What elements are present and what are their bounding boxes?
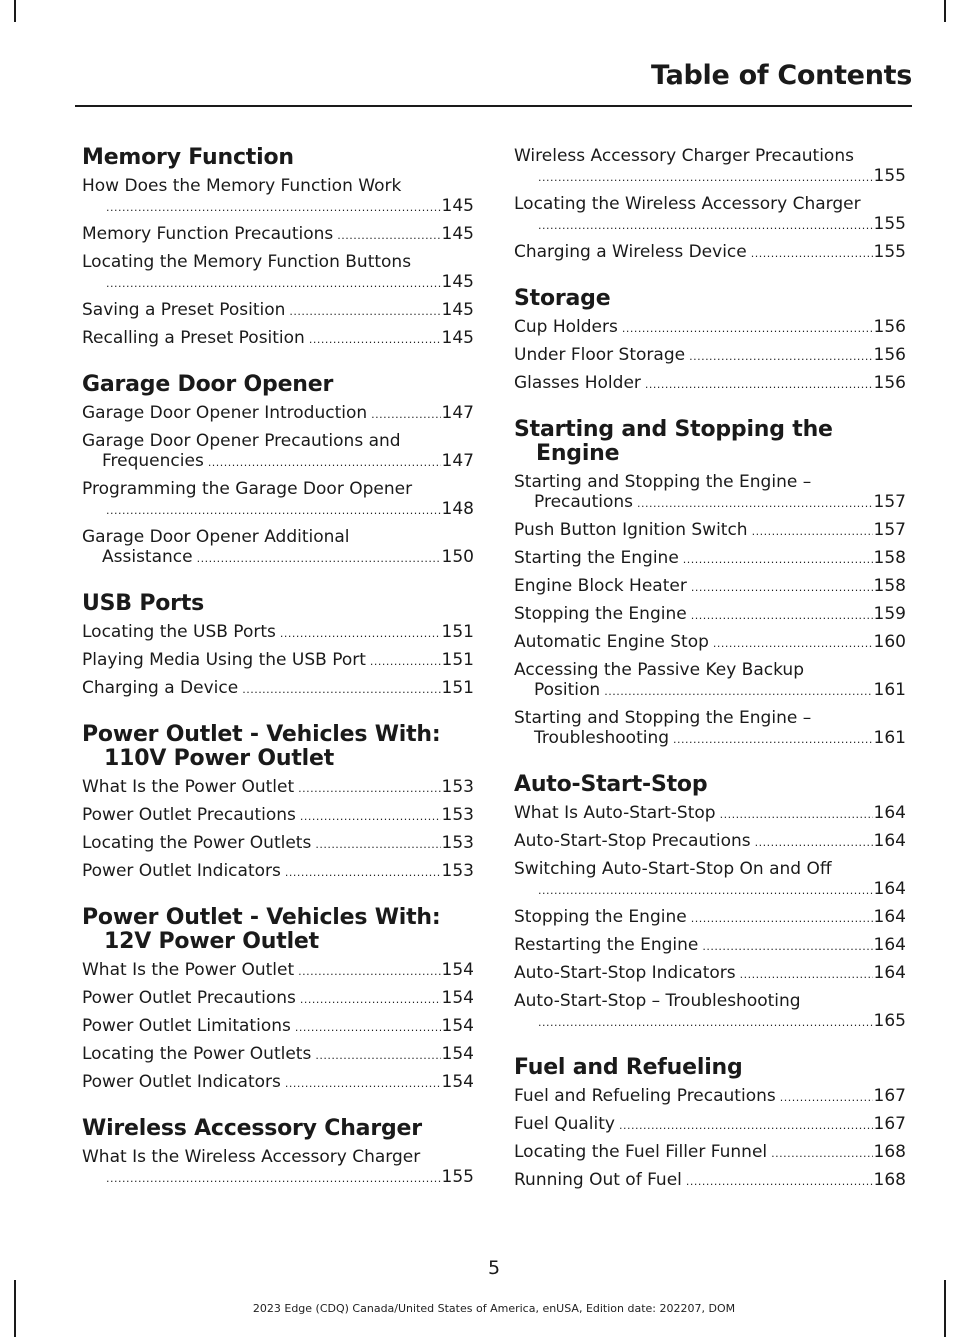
- dot-leader: [619, 1116, 873, 1136]
- toc-entry-line: [514, 1114, 906, 1136]
- toc-entry-line: [514, 242, 906, 264]
- toc-entry-label: Locating the Wireless Accessory Charger: [514, 194, 861, 214]
- toc-entry-auto-start-stop-troubleshooting[interactable]: [514, 991, 906, 1033]
- section-heading-auto-start-stop: Auto-Start-Stop: [514, 772, 708, 797]
- toc-entry-continuation: [82, 547, 474, 569]
- toc-entry-power-outlet-precautions[interactable]: [82, 805, 474, 827]
- toc-entry-line: [514, 548, 906, 570]
- toc-entry-label-continued: Troubleshooting: [534, 728, 670, 748]
- section-heading-power-outlet-vehicles-with-12v-power-outlet: Power Outlet - Vehicles With: 12V Power Outlet: [82, 905, 441, 954]
- toc-page-number: 156: [873, 373, 906, 393]
- dot-leader: [337, 226, 440, 246]
- toc-page-number: 153: [441, 805, 474, 825]
- toc-entry-line: [82, 678, 474, 700]
- toc-entry-line: [514, 576, 906, 598]
- toc-entry-auto-start-stop-precautions[interactable]: [514, 831, 906, 853]
- page-title: Table of Contents: [650, 60, 912, 91]
- toc-page-number: 164: [873, 831, 906, 851]
- toc-page-number: 164: [873, 963, 906, 983]
- section-heading-usb-ports: USB Ports: [82, 591, 205, 616]
- dot-leader: [740, 965, 873, 985]
- toc-entry-label: Under Floor Storage: [514, 345, 686, 365]
- toc-entry-what-is-the-power-outlet[interactable]: [82, 960, 474, 982]
- dot-leader: [691, 578, 873, 598]
- toc-entry-label: Starting the Engine: [514, 548, 679, 568]
- toc-page-number: 159: [873, 604, 906, 624]
- toc-section: [514, 146, 906, 264]
- toc-entry-label: Auto-Start-Stop – Troubleshooting: [514, 991, 801, 1011]
- header-divider: [75, 105, 912, 107]
- toc-entry-locating-the-wireless-accessory-charger[interactable]: [514, 194, 906, 236]
- toc-entry-continuation: [82, 499, 474, 521]
- toc-entry-continuation: [514, 492, 906, 514]
- toc-entry-line: [514, 1086, 906, 1108]
- toc-entry-recalling-a-preset-position[interactable]: [82, 328, 474, 350]
- toc-section: [514, 773, 906, 1033]
- dot-leader: [752, 522, 873, 542]
- dot-leader: [315, 835, 440, 855]
- toc-entry-label: Garage Door Opener Additional: [82, 527, 350, 547]
- toc-entry-power-outlet-limitations[interactable]: [82, 1016, 474, 1038]
- toc-page-number: 154: [441, 1072, 474, 1092]
- toc-page-number: 147: [441, 451, 474, 471]
- section-heading-storage: Storage: [514, 286, 611, 311]
- toc-entry-line: [514, 963, 906, 985]
- toc-entry-line: [82, 328, 474, 350]
- dot-leader: [538, 881, 873, 901]
- toc-page-number: 158: [873, 548, 906, 568]
- toc-page-number: 155: [873, 166, 906, 186]
- dot-leader: [538, 168, 873, 188]
- toc-entry-locating-the-usb-ports[interactable]: [82, 622, 474, 644]
- toc-page-number: 145: [441, 224, 474, 244]
- toc-entry-label: What Is the Wireless Accessory Charger: [82, 1147, 421, 1167]
- toc-entry-continuation: [514, 214, 906, 236]
- dot-leader: [713, 634, 873, 654]
- toc-entry-garage-door-opener-precautions-and[interactable]: [82, 431, 474, 473]
- dot-leader: [702, 937, 872, 957]
- toc-entry-label: What Is Auto-Start-Stop: [514, 803, 716, 823]
- toc-page-number: 157: [873, 520, 906, 540]
- toc-entry-line: [514, 1170, 906, 1192]
- toc-entry-charging-a-wireless-device[interactable]: [514, 242, 906, 264]
- toc-entry-what-is-auto-start-stop[interactable]: [514, 803, 906, 825]
- toc-entry-line: [82, 1044, 474, 1066]
- toc-entry-label: Fuel and Refueling Precautions: [514, 1086, 776, 1106]
- toc-entry-locating-the-memory-function-buttons[interactable]: [82, 252, 474, 294]
- toc-page-number: 147: [441, 403, 474, 423]
- toc-entry-garage-door-opener-additional[interactable]: [82, 527, 474, 569]
- toc-section: [82, 1117, 474, 1189]
- dot-leader: [106, 501, 441, 521]
- toc-entry-label-continued: Precautions: [534, 492, 633, 512]
- toc-page-number: 167: [873, 1086, 906, 1106]
- toc-page-number: 155: [873, 242, 906, 262]
- dot-leader: [691, 606, 873, 626]
- section-heading-starting-and-stopping-the-engine: Starting and Stopping the Engine: [514, 417, 833, 466]
- toc-entry-label: Cup Holders: [514, 317, 618, 337]
- toc-entry-auto-start-stop-indicators[interactable]: [514, 963, 906, 985]
- dot-leader: [300, 807, 441, 827]
- toc-entry-restarting-the-engine[interactable]: [514, 935, 906, 957]
- toc-page-number: 164: [873, 907, 906, 927]
- toc-entry-locating-the-power-outlets[interactable]: [82, 1044, 474, 1066]
- dot-leader: [106, 1169, 441, 1189]
- toc-entry-line: [514, 935, 906, 957]
- toc-entry-label: How Does the Memory Function Work: [82, 176, 402, 196]
- toc-entry-label: Starting and Stopping the Engine –: [514, 472, 812, 492]
- toc-entry-label: Push Button Ignition Switch: [514, 520, 748, 540]
- toc-page-number: 168: [873, 1142, 906, 1162]
- dot-leader: [300, 990, 441, 1010]
- toc-entry-continuation: [514, 1011, 906, 1033]
- toc-entry-label: Wireless Accessory Charger Precautions: [514, 146, 854, 166]
- toc-page-number: 145: [441, 196, 474, 216]
- toc-entry-under-floor-storage[interactable]: [514, 345, 906, 367]
- toc-entry-charging-a-device[interactable]: [82, 678, 474, 700]
- toc-entry-line: [82, 650, 474, 672]
- toc-page-number: 153: [441, 861, 474, 881]
- toc-entry-label: Locating the Fuel Filler Funnel: [514, 1142, 768, 1162]
- toc-entry-starting-the-engine[interactable]: [514, 548, 906, 570]
- toc-entry-line: [82, 805, 474, 827]
- dot-leader: [298, 962, 440, 982]
- toc-entry-label: Power Outlet Precautions: [82, 988, 296, 1008]
- dot-leader: [295, 1018, 441, 1038]
- toc-page-number: 154: [441, 988, 474, 1008]
- dot-leader: [771, 1144, 872, 1164]
- toc-entry-label: Memory Function Precautions: [82, 224, 334, 244]
- dot-leader: [538, 1013, 873, 1033]
- section-heading-garage-door-opener: Garage Door Opener: [82, 372, 334, 397]
- section-heading-power-outlet-vehicles-with-110v-power-outlet: Power Outlet - Vehicles With: 110V Power Outlet: [82, 722, 441, 771]
- toc-entry-label: Charging a Wireless Device: [514, 242, 747, 262]
- toc-entry-garage-door-opener-introduction[interactable]: [82, 403, 474, 425]
- toc-page-number: 156: [873, 317, 906, 337]
- page-number: 5: [487, 1257, 501, 1279]
- toc-entry-label: Stopping the Engine: [514, 907, 687, 927]
- toc-page-number: 160: [873, 632, 906, 652]
- toc-entry-label-continued: Position: [534, 680, 601, 700]
- toc-page-number: 164: [873, 803, 906, 823]
- dot-leader: [637, 494, 873, 514]
- toc-entry-what-is-the-power-outlet[interactable]: [82, 777, 474, 799]
- toc-entry-label: Locating the Memory Function Buttons: [82, 252, 412, 272]
- dot-leader: [106, 274, 441, 294]
- toc-page-number: 161: [873, 728, 906, 748]
- toc-entry-line: [514, 1142, 906, 1164]
- toc-right-column: [514, 146, 906, 1215]
- toc-entry-push-button-ignition-switch[interactable]: [514, 520, 906, 542]
- toc-section: [514, 287, 906, 395]
- section-heading-fuel-and-refueling: Fuel and Refueling: [514, 1055, 743, 1080]
- dot-leader: [720, 805, 873, 825]
- toc-entry-label: Starting and Stopping the Engine –: [514, 708, 812, 728]
- toc-page-number: 151: [441, 678, 474, 698]
- toc-entry-continuation: [82, 272, 474, 294]
- dot-leader: [604, 682, 872, 702]
- toc-entry-line: [82, 988, 474, 1010]
- toc-section: [514, 418, 906, 750]
- section-heading-memory-function: Memory Function: [82, 145, 294, 170]
- dot-leader: [309, 330, 441, 350]
- toc-entry-what-is-the-wireless-accessory-charger[interactable]: [82, 1147, 474, 1189]
- dot-leader: [298, 779, 440, 799]
- toc-entry-continuation: [514, 166, 906, 188]
- toc-entry-line: [514, 317, 906, 339]
- toc-entry-line: [514, 831, 906, 853]
- toc-entry-line: [82, 403, 474, 425]
- toc-entry-label: Power Outlet Indicators: [82, 1072, 281, 1092]
- toc-entry-line: [82, 622, 474, 644]
- toc-entry-power-outlet-indicators[interactable]: [82, 861, 474, 883]
- toc-entry-glasses-holder[interactable]: [514, 373, 906, 395]
- crop-mark-top-right: [944, 0, 946, 22]
- toc-section: [514, 1056, 906, 1192]
- dot-leader: [197, 549, 441, 569]
- toc-entry-saving-a-preset-position[interactable]: [82, 300, 474, 322]
- toc-entry-label: Auto-Start-Stop Precautions: [514, 831, 751, 851]
- toc-entry-label: Garage Door Opener Precautions and: [82, 431, 401, 451]
- toc-page-number: 167: [873, 1114, 906, 1134]
- toc-entry-engine-block-heater[interactable]: [514, 576, 906, 598]
- crop-mark-top-left: [14, 0, 16, 22]
- toc-page-number: 153: [441, 777, 474, 797]
- toc-page-number: 153: [441, 833, 474, 853]
- toc-section: [82, 373, 474, 569]
- toc-entry-label-continued: Frequencies: [102, 451, 204, 471]
- dot-leader: [370, 652, 441, 672]
- toc-page-number: 164: [873, 879, 906, 899]
- toc-page-number: 154: [441, 960, 474, 980]
- toc-entry-line: [514, 373, 906, 395]
- toc-entry-label: Power Outlet Limitations: [82, 1016, 291, 1036]
- toc-entry-label: Switching Auto-Start-Stop On and Off: [514, 859, 832, 879]
- toc-page-number: 168: [873, 1170, 906, 1190]
- dot-leader: [106, 198, 441, 218]
- toc-entry-line: [82, 224, 474, 246]
- toc-page-number: 148: [441, 499, 474, 519]
- dot-leader: [780, 1088, 873, 1108]
- toc-entry-accessing-the-passive-key-backup[interactable]: [514, 660, 906, 702]
- toc-section: [82, 146, 474, 350]
- dot-leader: [208, 453, 441, 473]
- toc-page-number: 155: [873, 214, 906, 234]
- toc-entry-wireless-accessory-charger-precautions[interactable]: [514, 146, 906, 188]
- toc-entry-continuation: [82, 451, 474, 473]
- toc-entry-line: [82, 777, 474, 799]
- toc-entry-label: Restarting the Engine: [514, 935, 699, 955]
- toc-entry-starting-and-stopping-the-engine[interactable]: [514, 708, 906, 750]
- toc-entry-fuel-and-refueling-precautions[interactable]: [514, 1086, 906, 1108]
- toc-page-number: 145: [441, 300, 474, 320]
- toc-page-number: 157: [873, 492, 906, 512]
- toc-page-number: 150: [441, 547, 474, 567]
- toc-page-number: 158: [873, 576, 906, 596]
- toc-entry-label: Charging a Device: [82, 678, 239, 698]
- toc-section: [82, 723, 474, 883]
- toc-entry-label: Fuel Quality: [514, 1114, 615, 1134]
- dot-leader: [689, 347, 872, 367]
- toc-page-number: 156: [873, 345, 906, 365]
- toc-entry-label: What Is the Power Outlet: [82, 777, 295, 797]
- toc-page-number: 164: [873, 935, 906, 955]
- dot-leader: [686, 1172, 873, 1192]
- toc-entry-line: [82, 300, 474, 322]
- toc-entry-playing-media-using-the-usb-port[interactable]: [82, 650, 474, 672]
- toc-entry-line: [514, 604, 906, 626]
- toc-entry-line: [82, 1016, 474, 1038]
- dot-leader: [242, 680, 440, 700]
- dot-leader: [285, 863, 441, 883]
- toc-entry-label: Locating the Power Outlets: [82, 1044, 312, 1064]
- toc-page-number: 151: [441, 622, 474, 642]
- toc-page-number: 165: [873, 1011, 906, 1031]
- toc-page-number: 154: [441, 1016, 474, 1036]
- toc-entry-continuation: [514, 728, 906, 750]
- dot-leader: [315, 1046, 440, 1066]
- toc-entry-label: Programming the Garage Door Opener: [82, 479, 413, 499]
- toc-entry-stopping-the-engine[interactable]: [514, 604, 906, 626]
- toc-page-number: 145: [441, 328, 474, 348]
- dot-leader: [280, 624, 441, 644]
- toc-entry-locating-the-power-outlets[interactable]: [82, 833, 474, 855]
- toc-entry-label: Automatic Engine Stop: [514, 632, 709, 652]
- toc-entry-label: Stopping the Engine: [514, 604, 687, 624]
- dot-leader: [645, 375, 873, 395]
- toc-entry-label: Accessing the Passive Key Backup: [514, 660, 804, 680]
- toc-entry-label: Playing Media Using the USB Port: [82, 650, 366, 670]
- toc-entry-label: Engine Block Heater: [514, 576, 687, 596]
- toc-entry-line: [514, 907, 906, 929]
- toc-entry-automatic-engine-stop[interactable]: [514, 632, 906, 654]
- toc-entry-label: Locating the USB Ports: [82, 622, 276, 642]
- dot-leader: [371, 405, 440, 425]
- toc-entry-line: [82, 960, 474, 982]
- toc-entry-line: [514, 520, 906, 542]
- toc-section: [82, 906, 474, 1094]
- dot-leader: [683, 550, 873, 570]
- toc-entry-label: Power Outlet Precautions: [82, 805, 296, 825]
- toc-entry-running-out-of-fuel[interactable]: [514, 1170, 906, 1192]
- toc-entry-label: Recalling a Preset Position: [82, 328, 305, 348]
- toc-entry-memory-function-precautions[interactable]: [82, 224, 474, 246]
- dot-leader: [538, 216, 873, 236]
- toc-page-number: 154: [441, 1044, 474, 1064]
- section-heading-wireless-accessory-charger: Wireless Accessory Charger: [82, 1116, 422, 1141]
- toc-entry-programming-the-garage-door-opener[interactable]: [82, 479, 474, 521]
- toc-entry-label-continued: Assistance: [102, 547, 193, 567]
- toc-entry-label: What Is the Power Outlet: [82, 960, 295, 980]
- toc-entry-power-outlet-precautions[interactable]: [82, 988, 474, 1010]
- toc-entry-line: [514, 632, 906, 654]
- toc-entry-power-outlet-indicators[interactable]: [82, 1072, 474, 1094]
- toc-entry-label: Garage Door Opener Introduction: [82, 403, 368, 423]
- toc-entry-continuation: [82, 196, 474, 218]
- toc-entry-how-does-the-memory-function-work[interactable]: [82, 176, 474, 218]
- toc-section: [82, 592, 474, 700]
- toc-entry-label: Power Outlet Indicators: [82, 861, 281, 881]
- dot-leader: [751, 244, 873, 264]
- toc-entry-line: [514, 345, 906, 367]
- toc-page-number: 155: [441, 1167, 474, 1187]
- toc-entry-continuation: [514, 879, 906, 901]
- dot-leader: [755, 833, 873, 853]
- toc-entry-continuation: [514, 680, 906, 702]
- toc-entry-label: Locating the Power Outlets: [82, 833, 312, 853]
- toc-page-number: 145: [441, 272, 474, 292]
- dot-leader: [289, 302, 440, 322]
- dot-leader: [691, 909, 873, 929]
- toc-entry-label: Running Out of Fuel: [514, 1170, 682, 1190]
- toc-entry-line: [82, 833, 474, 855]
- dot-leader: [285, 1074, 441, 1094]
- toc-entry-label: Glasses Holder: [514, 373, 641, 393]
- dot-leader: [622, 319, 873, 339]
- toc-entry-cup-holders[interactable]: [514, 317, 906, 339]
- toc-entry-continuation: [82, 1167, 474, 1189]
- toc-entry-line: [82, 861, 474, 883]
- dot-leader: [673, 730, 873, 750]
- toc-entry-line: [82, 1072, 474, 1094]
- toc-entry-starting-and-stopping-the-engine[interactable]: [514, 472, 906, 514]
- toc-entry-label: Auto-Start-Stop Indicators: [514, 963, 736, 983]
- toc-entry-stopping-the-engine[interactable]: [514, 907, 906, 929]
- toc-entry-fuel-quality[interactable]: [514, 1114, 906, 1136]
- toc-page-number: 161: [873, 680, 906, 700]
- toc-entry-line: [514, 803, 906, 825]
- edition-footer: 2023 Edge (CDQ) Canada/United States of America, enUSA, Edition date: 202207, DOM: [252, 1302, 736, 1315]
- toc-entry-label: Saving a Preset Position: [82, 300, 286, 320]
- toc-entry-switching-auto-start-stop-on-and-off[interactable]: [514, 859, 906, 901]
- toc-page-number: 151: [441, 650, 474, 670]
- toc-left-column: [82, 146, 474, 1212]
- toc-entry-locating-the-fuel-filler-funnel[interactable]: [514, 1142, 906, 1164]
